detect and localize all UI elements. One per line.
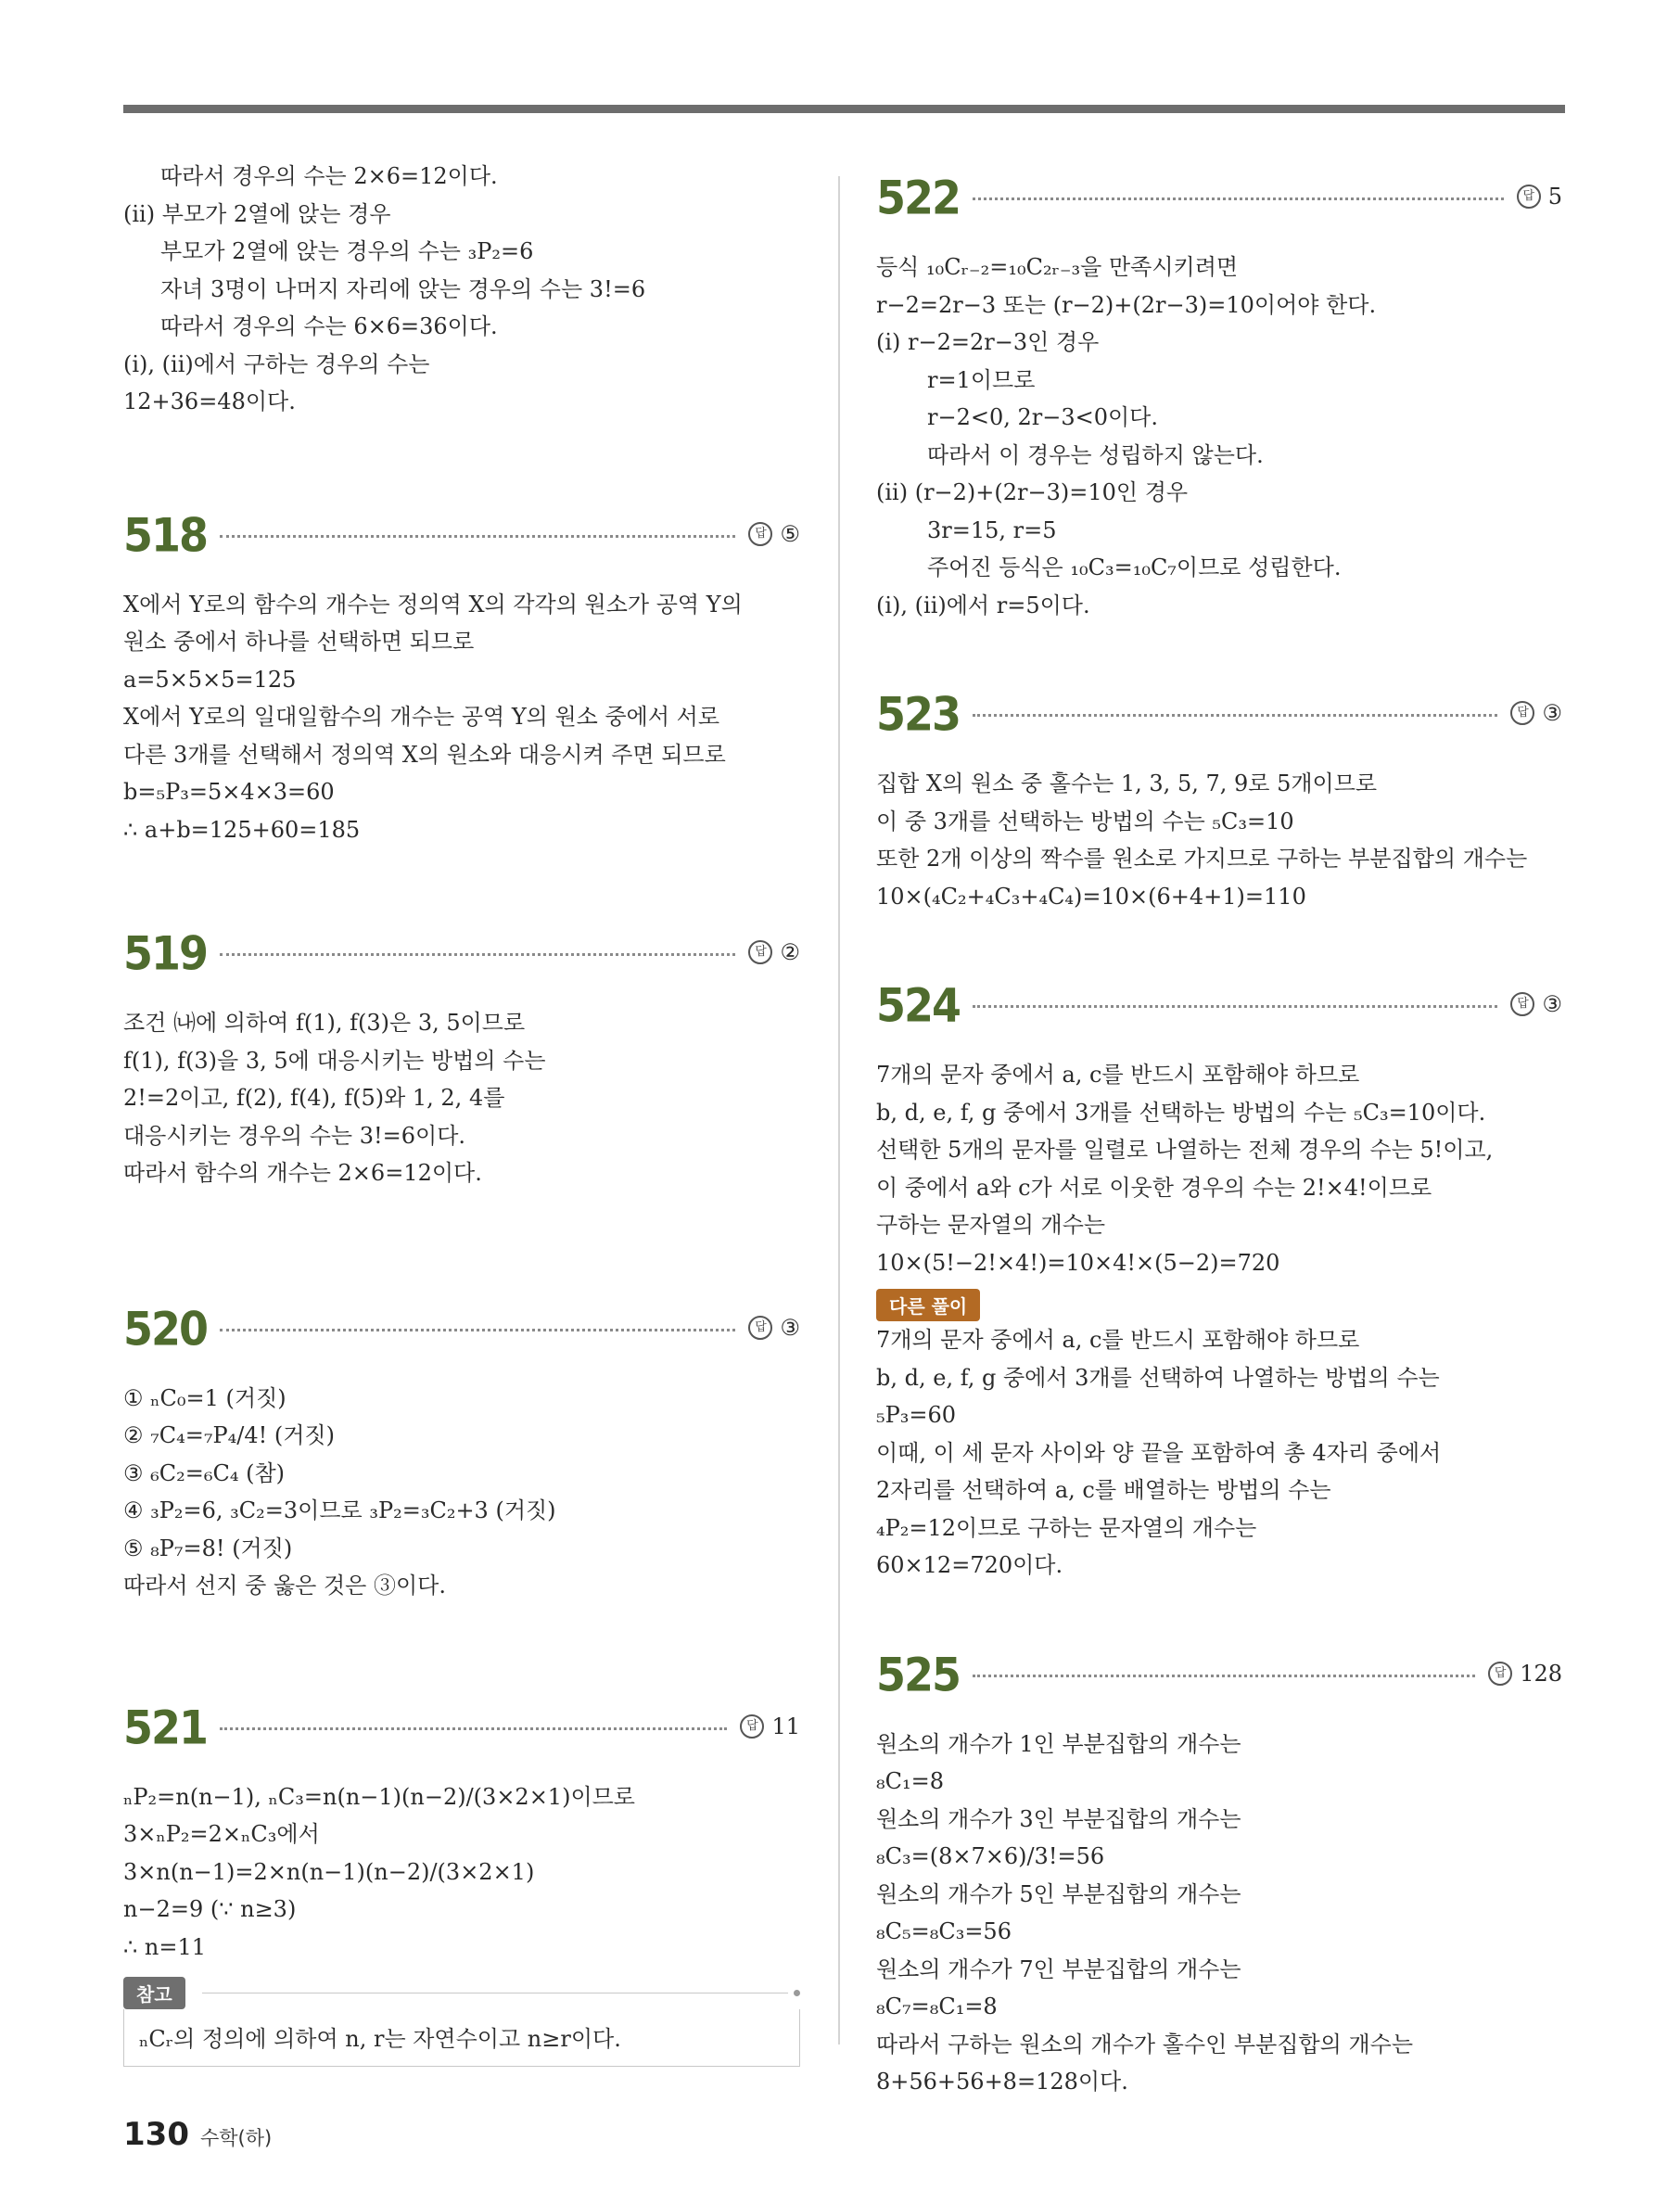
text-line: 이 중 3개를 선택하는 방법의 수는 ₅C₃=10 [876,808,1294,834]
answer-icon: 답 [748,522,772,546]
text-line: 원소의 개수가 7인 부분집합의 개수는 [876,1955,1241,1982]
text-line: (i) r−2=2r−3인 경우 [876,329,1100,355]
text-line: ₈C₃=(8×7×6)/3!=56 [876,1843,1105,1869]
text-line: (ii) 부모가 2열에 앉는 경우 [123,200,391,227]
problem-520 [123,1294,800,1605]
problem-521 [123,1693,800,2067]
problem-header [123,1693,800,1754]
page-footer [123,2116,272,2153]
text-line: 조건 ㈏에 의하여 f(1), f(3)은 3, 5이므로 [123,1010,526,1036]
answer-value: ⑤ [780,520,800,547]
text-line: 이때, 이 세 문자 사이와 양 끝을 포함하여 총 4자리 중에서 [876,1439,1442,1466]
problem-header [123,919,800,981]
text-line: 원소의 개수가 3인 부분집합의 개수는 [876,1805,1241,1832]
answer-value: ③ [1542,991,1562,1017]
text-line: 선택한 5개의 문자를 일렬로 나열하는 전체 경우의 수는 5!이고, [876,1137,1494,1163]
problem-number: 519 [123,925,208,981]
text-line: 따라서 경우의 수는 2×6=12이다. [160,163,498,189]
text-line: ∴ n=11 [123,1933,207,1960]
note-rule [202,1993,788,1994]
text-line: 집합 X의 원소 중 홀수는 1, 3, 5, 7, 9로 5개이므로 [876,771,1378,796]
left-column [123,158,800,2067]
text-line: X에서 Y로의 함수의 개수는 정의역 X의 각각의 원소가 공역 Y의 [123,591,743,618]
dotted-leader [220,1329,735,1331]
answer-icon: 답 [748,1316,772,1340]
text-line: 8+56+56+8=128이다. [876,2069,1128,2095]
dotted-leader [973,197,1504,200]
text-line: 2자리를 선택하여 a, c를 배열하는 방법의 수는 [876,1477,1331,1503]
problem-518 [123,501,800,849]
text-line: b=₅P₃=5×4×3=60 [123,779,335,805]
note-label: 참고 [123,1977,185,2009]
problem-524 [876,971,1562,1585]
problem-number: 518 [123,507,208,562]
note-dot [794,1990,800,1996]
text-line: (i), (ii)에서 구하는 경우의 수는 [123,350,430,377]
text-line: 3×n(n−1)=2×n(n−1)(n−2)/(3×2×1) [123,1858,535,1885]
text-line: 따라서 함수의 개수는 2×6=12이다. [123,1160,482,1186]
text-line: 이 중에서 a와 c가 서로 이웃한 경우의 수는 2!×4!이므로 [876,1174,1432,1201]
answer-icon: 답 [1488,1662,1512,1686]
dotted-leader [973,714,1497,717]
text-line: 3r=15, r=5 [927,516,1057,543]
problem-number: 523 [876,686,961,742]
text-line: n−2=9 (∵ n≥3) [123,1896,297,1922]
note-box [123,1977,800,2067]
answer-value: 5 [1547,184,1562,210]
text-line: 7개의 문자 중에서 a, c를 반드시 포함해야 하므로 [876,1327,1360,1353]
text-line: ₙP₂=n(n−1), ₙC₃=n(n−1)(n−2)/(3×2×1)이므로 [123,1783,635,1810]
book-title: 수학(하) [199,2127,273,2149]
text-line: X에서 Y로의 일대일함수의 개수는 공역 Y의 원소 중에서 서로 [123,704,720,730]
text-line: ₅P₃=60 [876,1402,957,1428]
text-line: b, d, e, f, g 중에서 3개를 선택하여 나열하는 방법의 수는 [876,1364,1440,1391]
answer [740,1713,800,1739]
problem-header [876,680,1562,742]
problem-number: 525 [876,1647,961,1701]
text-line: 원소의 개수가 1인 부분집합의 개수는 [876,1730,1241,1757]
answer-value: ③ [780,1314,800,1341]
text-line: 구하는 문자열의 개수는 [876,1212,1106,1238]
text-line: 2!=2이고, f(2), f(4), f(5)와 1, 2, 4를 [123,1085,505,1111]
answer-icon: 답 [1517,185,1541,209]
text-line: 등식 ₁₀Cᵣ₋₂=₁₀C₂ᵣ₋₃을 만족시키려면 [876,254,1239,280]
answer [1517,184,1562,210]
choice-line: ② ₇C₄=₇P₄/4! (거짓) [123,1422,335,1448]
answer [748,1315,800,1341]
dotted-leader [220,953,735,956]
text-line: r=1이므로 [927,366,1036,393]
choice-line: ③ ₆C₂=₆C₄ (참) [123,1459,286,1486]
answer-value: 128 [1520,1660,1562,1687]
text-line: (ii) (r−2)+(2r−3)=10인 경우 [876,479,1189,505]
dotted-leader [973,1675,1475,1677]
choice-line: ① ₙC₀=1 (거짓) [123,1384,286,1411]
text-line: 자녀 3명이 나머지 자리에 앉는 경우의 수는 3!=6 [160,275,646,302]
text-line: 따라서 구하는 원소의 개수가 홀수인 부분집합의 개수는 [876,2031,1414,2057]
problem-525 [876,1640,1562,2101]
text-line: 또한 2개 이상의 짝수를 원소로 가지므로 구하는 부분집합의 개수는 [876,846,1528,872]
text-line: r−2<0, 2r−3<0이다. [927,404,1158,430]
text-line: 주어진 등식은 ₁₀C₃=₁₀C₇이므로 성립한다. [927,554,1342,580]
problem-519 [123,919,800,1192]
text-line: 7개의 문자 중에서 a, c를 반드시 포함해야 하므로 [876,1062,1360,1088]
text-line: ₈C₇=₈C₁=8 [876,1994,998,2019]
answer [748,521,800,547]
text-line: 원소의 개수가 5인 부분집합의 개수는 [876,1880,1241,1907]
text-line: 3×ₙP₂=2×ₙC₃에서 [123,1821,320,1847]
problem-522 [876,163,1562,624]
problem-number: 524 [876,977,961,1033]
problem-header [876,1640,1562,1701]
text-line: 대응시키는 경우의 수는 3!=6이다. [123,1122,466,1149]
text-line: (i), (ii)에서 r=5이다. [876,592,1090,618]
problem-number: 521 [123,1700,208,1754]
text-line: 10×(₄C₂+₄C₃+₄C₄)=10×(6+4+1)=110 [876,883,1306,910]
problem-523 [876,680,1562,915]
text-line: 다른 3개를 선택해서 정의역 X의 원소와 대응시켜 주면 되므로 [123,741,726,768]
top-rule [123,105,1565,113]
problem-header [123,1294,800,1356]
dotted-leader [220,535,735,538]
text-line: 원소 중에서 하나를 선택하면 되므로 [123,629,475,655]
answer-value: ② [780,939,800,965]
text-line: 따라서 경우의 수는 6×6=36이다. [160,313,498,339]
answer-value: ③ [1542,700,1562,726]
text-line: 60×12=720이다. [876,1552,1063,1578]
answer-value: 11 [771,1713,800,1739]
problem-header [876,163,1562,225]
answer-icon: 답 [748,940,772,964]
answer-icon: 답 [1510,701,1534,725]
problem-number: 520 [123,1301,208,1356]
alt-solution-label: 다른 풀이 [876,1289,980,1321]
text-line: ∴ a+b=125+60=185 [123,816,361,843]
text-line: 10×(5!−2!×4!)=10×4!×(5−2)=720 [876,1249,1280,1276]
text-line: b, d, e, f, g 중에서 3개를 선택하는 방법의 수는 ₅C₃=10이다. [876,1099,1486,1126]
text-line: f(1), f(3)을 3, 5에 대응시키는 방법의 수는 [123,1047,546,1074]
dotted-leader [220,1727,727,1730]
text-line: ₄P₂=12이므로 구하는 문자열의 개수는 [876,1514,1257,1541]
problem-header [876,971,1562,1033]
page-number: 130 [123,2116,189,2153]
problem-number: 522 [876,170,961,225]
problem-header [123,501,800,562]
text-line: ₈C₅=₈C₃=56 [876,1918,1012,1944]
text-line: r−2=2r−3 또는 (r−2)+(2r−3)=10이어야 한다. [876,291,1377,318]
answer [1510,991,1562,1017]
right-column [876,158,1562,2101]
note-text: ₙCᵣ의 정의에 의하여 n, r는 자연수이고 n≥r이다. [139,2026,621,2052]
text-line: 부모가 2열에 앉는 경우의 수는 ₃P₂=6 [160,238,534,264]
dotted-leader [973,1005,1497,1008]
answer-icon: 답 [740,1714,764,1739]
text-line: 따라서 선지 중 옳은 것은 ③이다. [123,1573,446,1599]
text-line: 따라서 이 경우는 성립하지 않는다. [927,441,1264,468]
text-line: a=5×5×5=125 [123,666,297,693]
choice-line: ④ ₃P₂=6, ₃C₂=3이므로 ₃P₂=₃C₂+3 (거짓) [123,1497,556,1523]
text-line: ₈C₁=8 [876,1768,944,1794]
answer-icon: 답 [1510,992,1534,1016]
answer [748,939,800,965]
choice-line: ⑤ ₈P₇=8! (거짓) [123,1535,293,1561]
answer [1488,1661,1562,1687]
text-line: 12+36=48이다. [123,389,296,414]
intro-solution [123,158,800,421]
column-divider [838,176,840,2045]
answer [1510,700,1562,726]
